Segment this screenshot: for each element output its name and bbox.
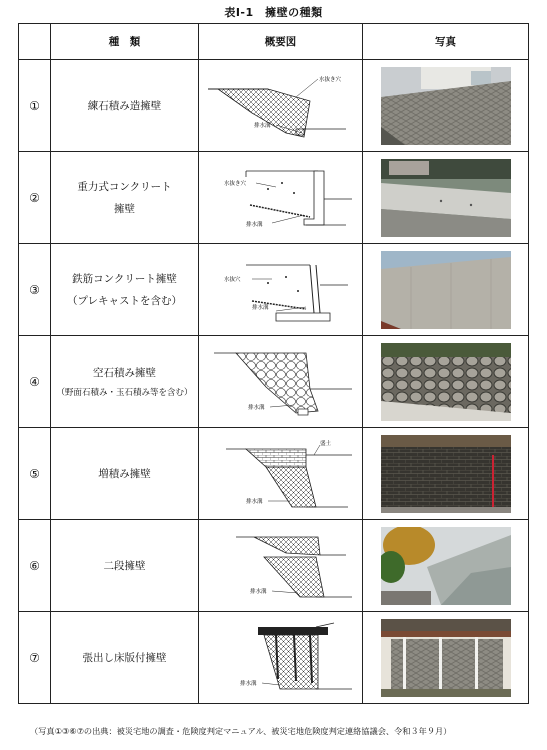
table-row <box>19 612 529 704</box>
kind-label: 鉄筋コンクリート擁壁 <box>72 272 177 285</box>
photo-cell <box>363 520 529 612</box>
table-row <box>19 244 529 336</box>
overview-diagram <box>199 612 363 704</box>
diagram-label: 排水溝 <box>251 304 269 311</box>
kind-label: 練石積み造擁壁 <box>87 99 162 112</box>
row-number: ④ <box>19 336 51 428</box>
retaining-wall-types-table <box>18 23 529 704</box>
overview-diagram <box>199 428 363 520</box>
row-kind <box>51 520 199 612</box>
diagram-label: 盛土 <box>319 440 331 447</box>
wall-photo <box>381 527 511 605</box>
header-number <box>19 24 51 60</box>
row-number: ② <box>19 152 51 244</box>
table-row <box>19 60 529 152</box>
kind-label: 二段擁壁 <box>103 559 146 572</box>
row-kind <box>51 428 199 520</box>
row-number: ⑦ <box>19 612 51 704</box>
overview-diagram <box>199 336 363 428</box>
kind-label: 増積み擁壁 <box>98 467 151 480</box>
diagram-label: 水抜き穴 <box>318 76 341 83</box>
photo-cell <box>363 336 529 428</box>
photo-cell <box>363 612 529 704</box>
row-kind <box>51 152 199 244</box>
table-row <box>19 428 529 520</box>
diagram-label: 排水溝 <box>247 404 265 411</box>
photo-cell <box>363 152 529 244</box>
wall-photo <box>381 159 511 237</box>
table-row <box>19 152 529 244</box>
kind-label: 重力式コンクリート <box>77 180 172 193</box>
overview-diagram <box>199 520 363 612</box>
kind-label: （プレキャストを含む） <box>66 294 183 307</box>
table-row <box>19 336 529 428</box>
kind-sublabel: （野面石積み・玉石積み等を含む） <box>56 387 193 398</box>
diagram-label: 水抜穴 <box>223 276 241 283</box>
row-number: ⑤ <box>19 428 51 520</box>
row-kind <box>51 336 199 428</box>
row-number: ① <box>19 60 51 152</box>
wall-photo <box>381 67 511 145</box>
diagram-label: 排水溝 <box>239 680 257 687</box>
row-number: ③ <box>19 244 51 336</box>
row-number: ⑥ <box>19 520 51 612</box>
header-row <box>19 24 529 60</box>
kind-label: 空石積み擁壁 <box>93 366 156 379</box>
row-kind <box>51 60 199 152</box>
header-diagram: 概要図 <box>199 24 363 60</box>
diagram-label: 排水溝 <box>245 221 263 228</box>
kind-label: 擁壁 <box>114 202 135 215</box>
row-kind <box>51 244 199 336</box>
overview-diagram <box>199 152 363 244</box>
overview-diagram <box>199 244 363 336</box>
diagram-label: 排水溝 <box>249 588 267 595</box>
diagram-label: 排水溝 <box>245 498 263 505</box>
diagram-label: 排水溝 <box>253 122 271 129</box>
wall-photo <box>381 251 511 329</box>
header-kind: 種 類 <box>51 24 199 60</box>
wall-photo <box>381 435 511 513</box>
header-photo: 写真 <box>363 24 529 60</box>
photo-cell <box>363 60 529 152</box>
table-caption: 表Ⅰ-1 擁壁の種類 <box>224 6 323 19</box>
row-kind <box>51 612 199 704</box>
wall-photo <box>381 343 511 421</box>
photo-cell <box>363 428 529 520</box>
wall-photo <box>381 619 511 697</box>
diagram-label: 水抜き穴 <box>223 180 246 187</box>
overview-diagram <box>199 60 363 152</box>
kind-label: 張出し床版付擁壁 <box>82 651 167 664</box>
photo-cell <box>363 244 529 336</box>
table-row <box>19 520 529 612</box>
photo-source-footnote: （写真①③⑥⑦の出典：被災宅地の調査・危険度判定マニュアル、被災宅地危険度判定連絡協議会、令和３年９月） <box>30 726 452 736</box>
